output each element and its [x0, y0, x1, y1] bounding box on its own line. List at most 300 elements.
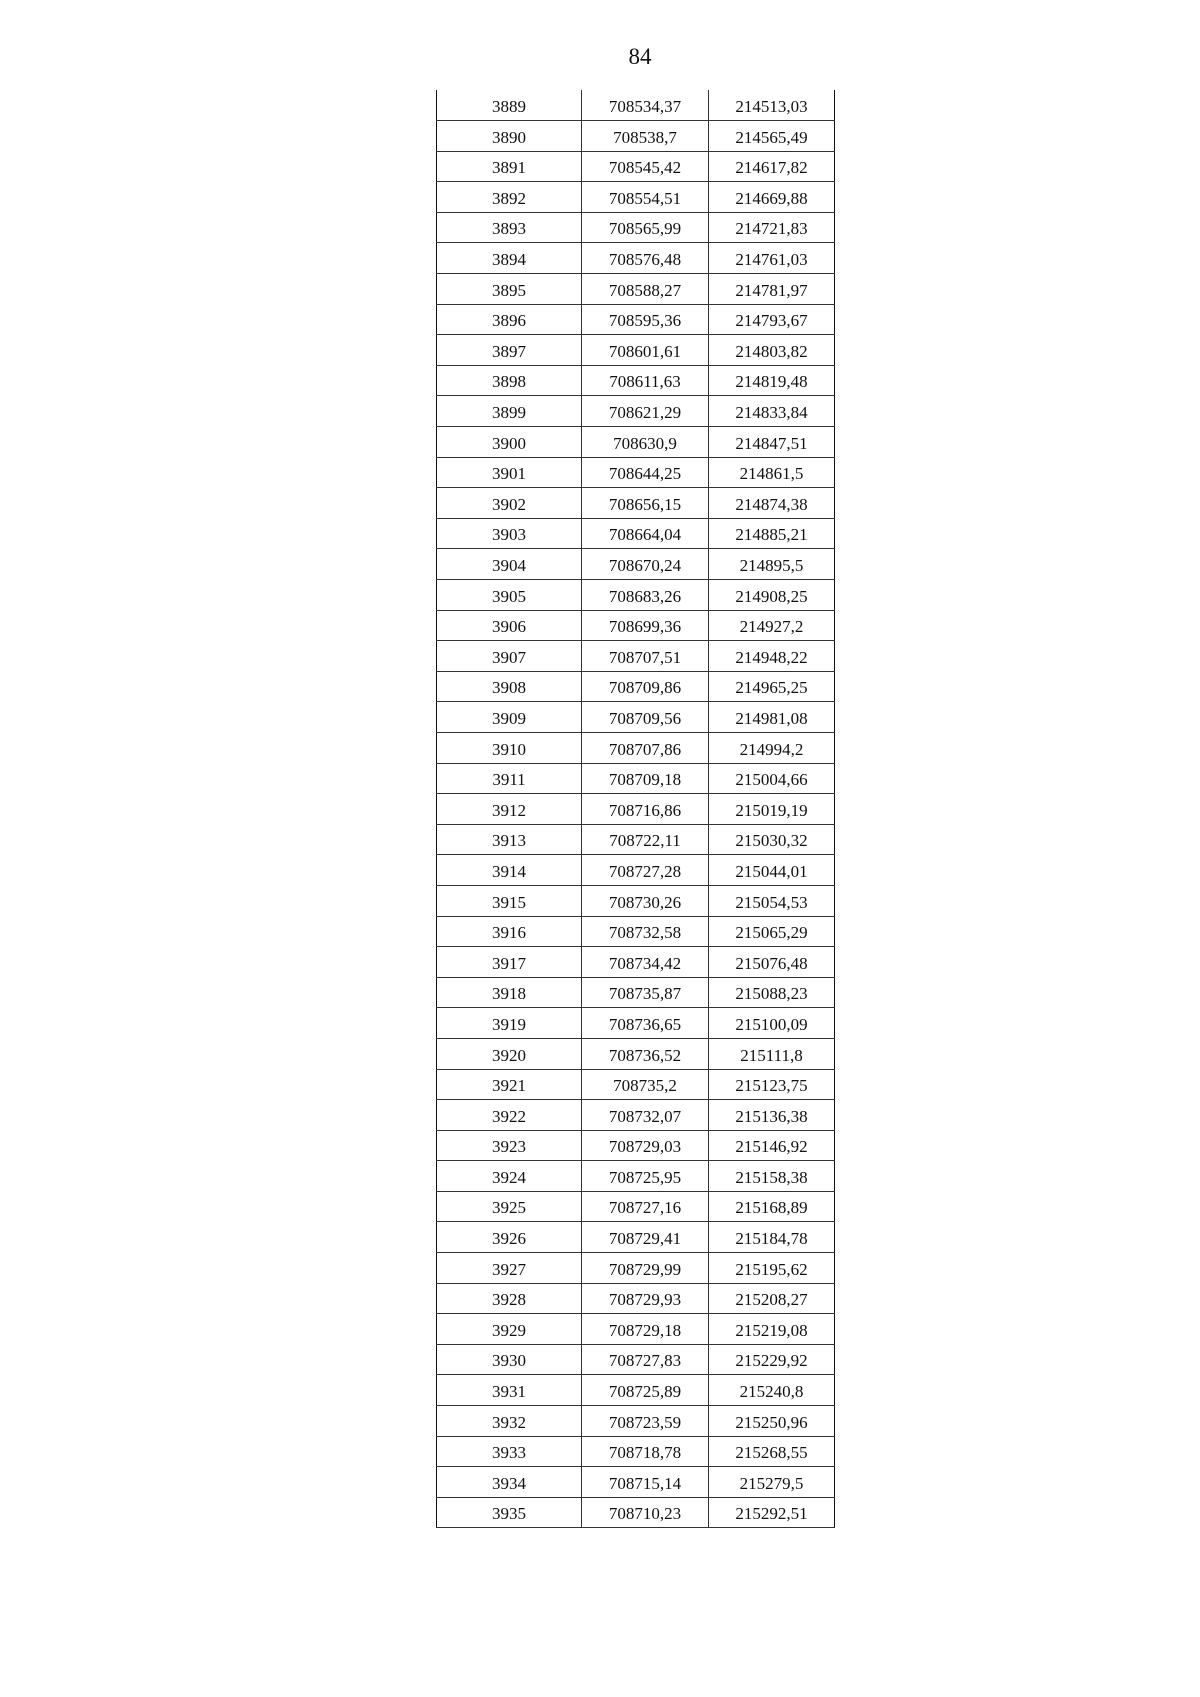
table-row [437, 1130, 835, 1161]
cell-value: 214847,51 [735, 433, 808, 453]
cell-value: 708729,93 [608, 1290, 682, 1310]
table-row [437, 1375, 835, 1406]
cell-value: 215168,89 [735, 1198, 808, 1218]
cell-value: 3902 [492, 494, 526, 514]
cell-value: 708730,26 [608, 892, 682, 912]
x-coordinate-cell [582, 1161, 709, 1192]
x-coordinate-cell [582, 763, 709, 794]
y-coordinate-cell [709, 90, 835, 121]
cell-value: 708709,86 [608, 678, 682, 698]
point-number-cell [437, 610, 582, 641]
y-coordinate-cell [709, 702, 835, 733]
cell-value: 214669,88 [735, 188, 808, 208]
cell-value: 215219,08 [735, 1320, 808, 1340]
cell-value: 215111,8 [740, 1045, 803, 1065]
table-row [437, 794, 835, 825]
cell-value: 708716,86 [608, 800, 682, 820]
cell-value: 215146,92 [735, 1137, 808, 1157]
cell-value: 214761,03 [735, 250, 808, 270]
y-coordinate-cell [709, 1038, 835, 1069]
x-coordinate-cell [582, 702, 709, 733]
point-number-cell [437, 1283, 582, 1314]
table-row [437, 824, 835, 855]
cell-value: 214927,2 [739, 617, 804, 637]
cell-value: 708727,28 [608, 861, 682, 881]
table-row [437, 855, 835, 886]
x-coordinate-cell [582, 243, 709, 274]
x-coordinate-cell [582, 610, 709, 641]
cell-value: 708709,18 [608, 770, 682, 790]
x-coordinate-cell [582, 1130, 709, 1161]
point-number-cell [437, 671, 582, 702]
cell-value: 708588,27 [608, 280, 682, 300]
cell-value: 215076,48 [735, 953, 808, 973]
y-coordinate-cell [709, 641, 835, 672]
cell-value: 3913 [492, 831, 526, 851]
cell-value: 708732,07 [608, 1106, 682, 1126]
cell-value: 3897 [492, 341, 526, 361]
point-number-cell [437, 641, 582, 672]
x-coordinate-cell [582, 885, 709, 916]
point-number-cell [437, 1161, 582, 1192]
cell-value: 3889 [492, 97, 526, 117]
point-number-cell [437, 1436, 582, 1467]
cell-value: 215229,92 [735, 1351, 808, 1371]
y-coordinate-cell [709, 549, 835, 580]
cell-value: 3915 [492, 892, 526, 912]
cell-value: 3930 [492, 1351, 526, 1371]
coordinates-table-body [437, 90, 835, 1528]
y-coordinate-cell [709, 947, 835, 978]
point-number-cell [437, 580, 582, 611]
table-row [437, 90, 835, 121]
y-coordinate-cell [709, 518, 835, 549]
x-coordinate-cell [582, 1100, 709, 1131]
cell-value: 215208,27 [735, 1290, 808, 1310]
cell-value: 708554,51 [608, 188, 682, 208]
cell-value: 708735,87 [608, 984, 682, 1004]
cell-value: 214981,08 [735, 708, 808, 728]
cell-value: 708722,11 [609, 831, 681, 851]
x-coordinate-cell [582, 182, 709, 213]
point-number-cell [437, 1038, 582, 1069]
table-row [437, 763, 835, 794]
point-number-cell [437, 1314, 582, 1345]
cell-value: 708727,83 [608, 1351, 682, 1371]
cell-value: 215240,8 [739, 1382, 804, 1402]
cell-value: 3927 [492, 1259, 526, 1279]
y-coordinate-cell [709, 151, 835, 182]
y-coordinate-cell [709, 671, 835, 702]
point-number-cell [437, 1406, 582, 1437]
x-coordinate-cell [582, 365, 709, 396]
table-row [437, 335, 835, 366]
cell-value: 214513,03 [735, 97, 808, 117]
cell-value: 214721,83 [735, 219, 808, 239]
x-coordinate-cell [582, 1222, 709, 1253]
cell-value: 3933 [492, 1443, 526, 1463]
table-row [437, 977, 835, 1008]
y-coordinate-cell [709, 1008, 835, 1039]
table-row [437, 396, 835, 427]
x-coordinate-cell [582, 304, 709, 335]
point-number-cell [437, 1222, 582, 1253]
point-number-cell [437, 488, 582, 519]
x-coordinate-cell [582, 1038, 709, 1069]
y-coordinate-cell [709, 610, 835, 641]
cell-value: 3918 [492, 984, 526, 1004]
x-coordinate-cell [582, 90, 709, 121]
cell-value: 3912 [492, 800, 526, 820]
table-row [437, 518, 835, 549]
cell-value: 708729,18 [608, 1320, 682, 1340]
point-number-cell [437, 824, 582, 855]
point-number-cell [437, 1008, 582, 1039]
cell-value: 214793,67 [735, 311, 808, 331]
x-coordinate-cell [582, 794, 709, 825]
cell-value: 214948,22 [735, 647, 808, 667]
point-number-cell [437, 1467, 582, 1498]
table-row [437, 610, 835, 641]
table-row [437, 151, 835, 182]
page-number: 84 [628, 44, 652, 69]
cell-value: 3925 [492, 1198, 526, 1218]
y-coordinate-cell [709, 580, 835, 611]
point-number-cell [437, 763, 582, 794]
cell-value: 3907 [492, 647, 526, 667]
x-coordinate-cell [582, 641, 709, 672]
cell-value: 214833,84 [735, 403, 808, 423]
x-coordinate-cell [582, 1375, 709, 1406]
table-row [437, 641, 835, 672]
cell-value: 214861,5 [739, 464, 804, 484]
table-row [437, 304, 835, 335]
point-number-cell [437, 702, 582, 733]
cell-value: 3890 [492, 127, 526, 147]
table-row [437, 365, 835, 396]
table-row [437, 1161, 835, 1192]
y-coordinate-cell [709, 1100, 835, 1131]
cell-value: 214803,82 [735, 341, 808, 361]
x-coordinate-cell [582, 947, 709, 978]
cell-value: 215195,62 [735, 1259, 808, 1279]
x-coordinate-cell [582, 488, 709, 519]
cell-value: 708576,48 [608, 250, 682, 270]
cell-value: 215054,53 [735, 892, 808, 912]
x-coordinate-cell [582, 396, 709, 427]
cell-value: 708725,89 [608, 1382, 682, 1402]
table-row [437, 885, 835, 916]
cell-value: 215065,29 [735, 923, 808, 943]
point-number-cell [437, 365, 582, 396]
table-row [437, 1406, 835, 1437]
x-coordinate-cell [582, 121, 709, 152]
cell-value: 3901 [492, 464, 526, 484]
cell-value: 3910 [492, 739, 526, 759]
y-coordinate-cell [709, 488, 835, 519]
cell-value: 3924 [492, 1167, 526, 1187]
cell-value: 214895,5 [739, 556, 804, 575]
cell-value: 708545,42 [608, 158, 682, 178]
y-coordinate-cell [709, 1222, 835, 1253]
cell-value: 3922 [492, 1106, 526, 1126]
x-coordinate-cell [582, 732, 709, 763]
table-row [437, 1038, 835, 1069]
x-coordinate-cell [582, 212, 709, 243]
table-row [437, 1069, 835, 1100]
y-coordinate-cell [709, 212, 835, 243]
table-row [437, 1253, 835, 1284]
table-row [437, 1467, 835, 1498]
cell-value: 708707,51 [608, 647, 682, 667]
point-number-cell [437, 274, 582, 305]
table-row [437, 549, 835, 580]
cell-value: 215100,09 [735, 1014, 808, 1034]
x-coordinate-cell [582, 1008, 709, 1039]
table-row [437, 671, 835, 702]
point-number-cell [437, 427, 582, 458]
table-row [437, 1314, 835, 1345]
y-coordinate-cell [709, 427, 835, 458]
point-number-cell [437, 151, 582, 182]
point-number-cell [437, 1191, 582, 1222]
cell-value: 215184,78 [735, 1229, 808, 1249]
cell-value: 708601,61 [608, 341, 682, 361]
cell-value: 215088,23 [735, 984, 808, 1004]
table-row [437, 1283, 835, 1314]
cell-value: 708723,59 [608, 1412, 682, 1432]
cell-value: 3914 [492, 861, 526, 881]
x-coordinate-cell [582, 335, 709, 366]
cell-value: 708670,24 [608, 556, 682, 575]
table-row [437, 427, 835, 458]
y-coordinate-cell [709, 885, 835, 916]
x-coordinate-cell [582, 1253, 709, 1284]
cell-value: 3895 [492, 280, 526, 300]
cell-value: 3926 [492, 1229, 526, 1249]
x-coordinate-cell [582, 151, 709, 182]
y-coordinate-cell [709, 977, 835, 1008]
cell-value: 708644,25 [608, 464, 682, 484]
y-coordinate-cell [709, 794, 835, 825]
point-number-cell [437, 396, 582, 427]
cell-value: 3908 [492, 678, 526, 698]
cell-value: 708656,15 [608, 494, 682, 514]
point-number-cell [437, 518, 582, 549]
cell-value: 708736,52 [608, 1045, 682, 1065]
cell-value: 708683,26 [608, 586, 682, 606]
cell-value: 215123,75 [735, 1076, 808, 1096]
point-number-cell [437, 855, 582, 886]
x-coordinate-cell [582, 855, 709, 886]
point-number-cell [437, 947, 582, 978]
cell-value: 3894 [492, 250, 526, 270]
cell-value: 3891 [492, 158, 526, 178]
point-number-cell [437, 977, 582, 1008]
point-number-cell [437, 794, 582, 825]
cell-value: 214617,82 [735, 158, 808, 178]
y-coordinate-cell [709, 396, 835, 427]
point-number-cell [437, 1069, 582, 1100]
x-coordinate-cell [582, 824, 709, 855]
x-coordinate-cell [582, 977, 709, 1008]
cell-value: 708736,65 [608, 1014, 682, 1034]
cell-value: 3917 [492, 953, 526, 973]
cell-value: 215019,19 [735, 800, 808, 820]
cell-value: 708734,42 [608, 953, 682, 973]
y-coordinate-cell [709, 274, 835, 305]
y-coordinate-cell [709, 763, 835, 794]
x-coordinate-cell [582, 427, 709, 458]
y-coordinate-cell [709, 824, 835, 855]
point-number-cell [437, 90, 582, 121]
y-coordinate-cell [709, 855, 835, 886]
y-coordinate-cell [709, 1467, 835, 1498]
cell-value: 708710,23 [608, 1504, 682, 1524]
cell-value: 215136,38 [735, 1106, 808, 1126]
cell-value: 3896 [492, 311, 526, 331]
coordinates-table [436, 90, 835, 1528]
y-coordinate-cell [709, 182, 835, 213]
y-coordinate-cell [709, 1406, 835, 1437]
cell-value: 215004,66 [735, 770, 808, 790]
cell-value: 214908,25 [735, 586, 808, 606]
x-coordinate-cell [582, 1467, 709, 1498]
cell-value: 214885,21 [735, 525, 808, 545]
cell-value: 3923 [492, 1137, 526, 1157]
x-coordinate-cell [582, 1436, 709, 1467]
cell-value: 3892 [492, 188, 526, 208]
point-number-cell [437, 549, 582, 580]
cell-value: 708664,04 [608, 525, 682, 545]
cell-value: 708729,41 [608, 1229, 682, 1249]
table-row [437, 274, 835, 305]
table-row [437, 1436, 835, 1467]
x-coordinate-cell [582, 671, 709, 702]
cell-value: 708534,37 [608, 97, 682, 117]
y-coordinate-cell [709, 304, 835, 335]
cell-value: 708735,2 [613, 1076, 677, 1096]
point-number-cell [437, 1497, 582, 1528]
point-number-cell [437, 243, 582, 274]
table-row [437, 182, 835, 213]
table-row [437, 580, 835, 611]
table-row [437, 1344, 835, 1375]
cell-value: 708715,14 [608, 1473, 682, 1493]
cell-value: 214565,49 [735, 127, 808, 147]
point-number-cell [437, 732, 582, 763]
y-coordinate-cell [709, 1161, 835, 1192]
cell-value: 708732,58 [608, 923, 682, 943]
y-coordinate-cell [709, 121, 835, 152]
cell-value: 215279,5 [739, 1473, 804, 1493]
cell-value: 708718,78 [608, 1443, 682, 1463]
cell-value: 3906 [492, 617, 526, 637]
cell-value: 3920 [492, 1045, 526, 1065]
y-coordinate-cell [709, 1314, 835, 1345]
point-number-cell [437, 1100, 582, 1131]
y-coordinate-cell [709, 457, 835, 488]
cell-value: 708707,86 [608, 739, 682, 759]
cell-value: 708538,7 [613, 127, 677, 147]
point-number-cell [437, 121, 582, 152]
cell-value: 215030,32 [735, 831, 808, 851]
x-coordinate-cell [582, 1069, 709, 1100]
y-coordinate-cell [709, 365, 835, 396]
cell-value: 3893 [492, 219, 526, 239]
cell-value: 3928 [492, 1290, 526, 1310]
cell-value: 708729,03 [608, 1137, 682, 1157]
cell-value: 708565,99 [608, 219, 682, 239]
cell-value: 3898 [492, 372, 526, 392]
point-number-cell [437, 1375, 582, 1406]
cell-value: 215292,51 [735, 1504, 808, 1524]
table-row [437, 457, 835, 488]
table-row [437, 243, 835, 274]
cell-value: 3921 [492, 1076, 526, 1096]
y-coordinate-cell [709, 1191, 835, 1222]
cell-value: 708621,29 [608, 403, 682, 423]
cell-value: 708611,63 [609, 372, 681, 392]
y-coordinate-cell [709, 243, 835, 274]
cell-value: 215158,38 [735, 1167, 808, 1187]
table-row [437, 212, 835, 243]
cell-value: 708699,36 [608, 617, 682, 637]
y-coordinate-cell [709, 1436, 835, 1467]
y-coordinate-cell [709, 916, 835, 947]
point-number-cell [437, 304, 582, 335]
cell-value: 3935 [492, 1504, 526, 1524]
cell-value: 3932 [492, 1412, 526, 1432]
y-coordinate-cell [709, 1283, 835, 1314]
cell-value: 214819,48 [735, 372, 808, 392]
cell-value: 708725,95 [608, 1167, 682, 1187]
cell-value: 708595,36 [608, 311, 682, 331]
cell-value: 708729,99 [608, 1259, 682, 1279]
cell-value: 3919 [492, 1014, 526, 1034]
cell-value: 3903 [492, 525, 526, 545]
table-row [437, 702, 835, 733]
y-coordinate-cell [709, 732, 835, 763]
y-coordinate-cell [709, 1253, 835, 1284]
table-row [437, 1222, 835, 1253]
table-row [437, 947, 835, 978]
point-number-cell [437, 182, 582, 213]
x-coordinate-cell [582, 1283, 709, 1314]
point-number-cell [437, 885, 582, 916]
point-number-cell [437, 335, 582, 366]
y-coordinate-cell [709, 1497, 835, 1528]
table-row [437, 1008, 835, 1039]
table-row [437, 1191, 835, 1222]
cell-value: 708630,9 [613, 433, 677, 453]
x-coordinate-cell [582, 518, 709, 549]
table-row [437, 1497, 835, 1528]
x-coordinate-cell [582, 549, 709, 580]
cell-value: 3904 [492, 556, 526, 575]
y-coordinate-cell [709, 335, 835, 366]
y-coordinate-cell [709, 1069, 835, 1100]
cell-value: 3899 [492, 403, 526, 423]
point-number-cell [437, 1253, 582, 1284]
point-number-cell [437, 1130, 582, 1161]
point-number-cell [437, 916, 582, 947]
y-coordinate-cell [709, 1344, 835, 1375]
x-coordinate-cell [582, 457, 709, 488]
cell-value: 3929 [492, 1320, 526, 1340]
y-coordinate-cell [709, 1130, 835, 1161]
x-coordinate-cell [582, 1191, 709, 1222]
